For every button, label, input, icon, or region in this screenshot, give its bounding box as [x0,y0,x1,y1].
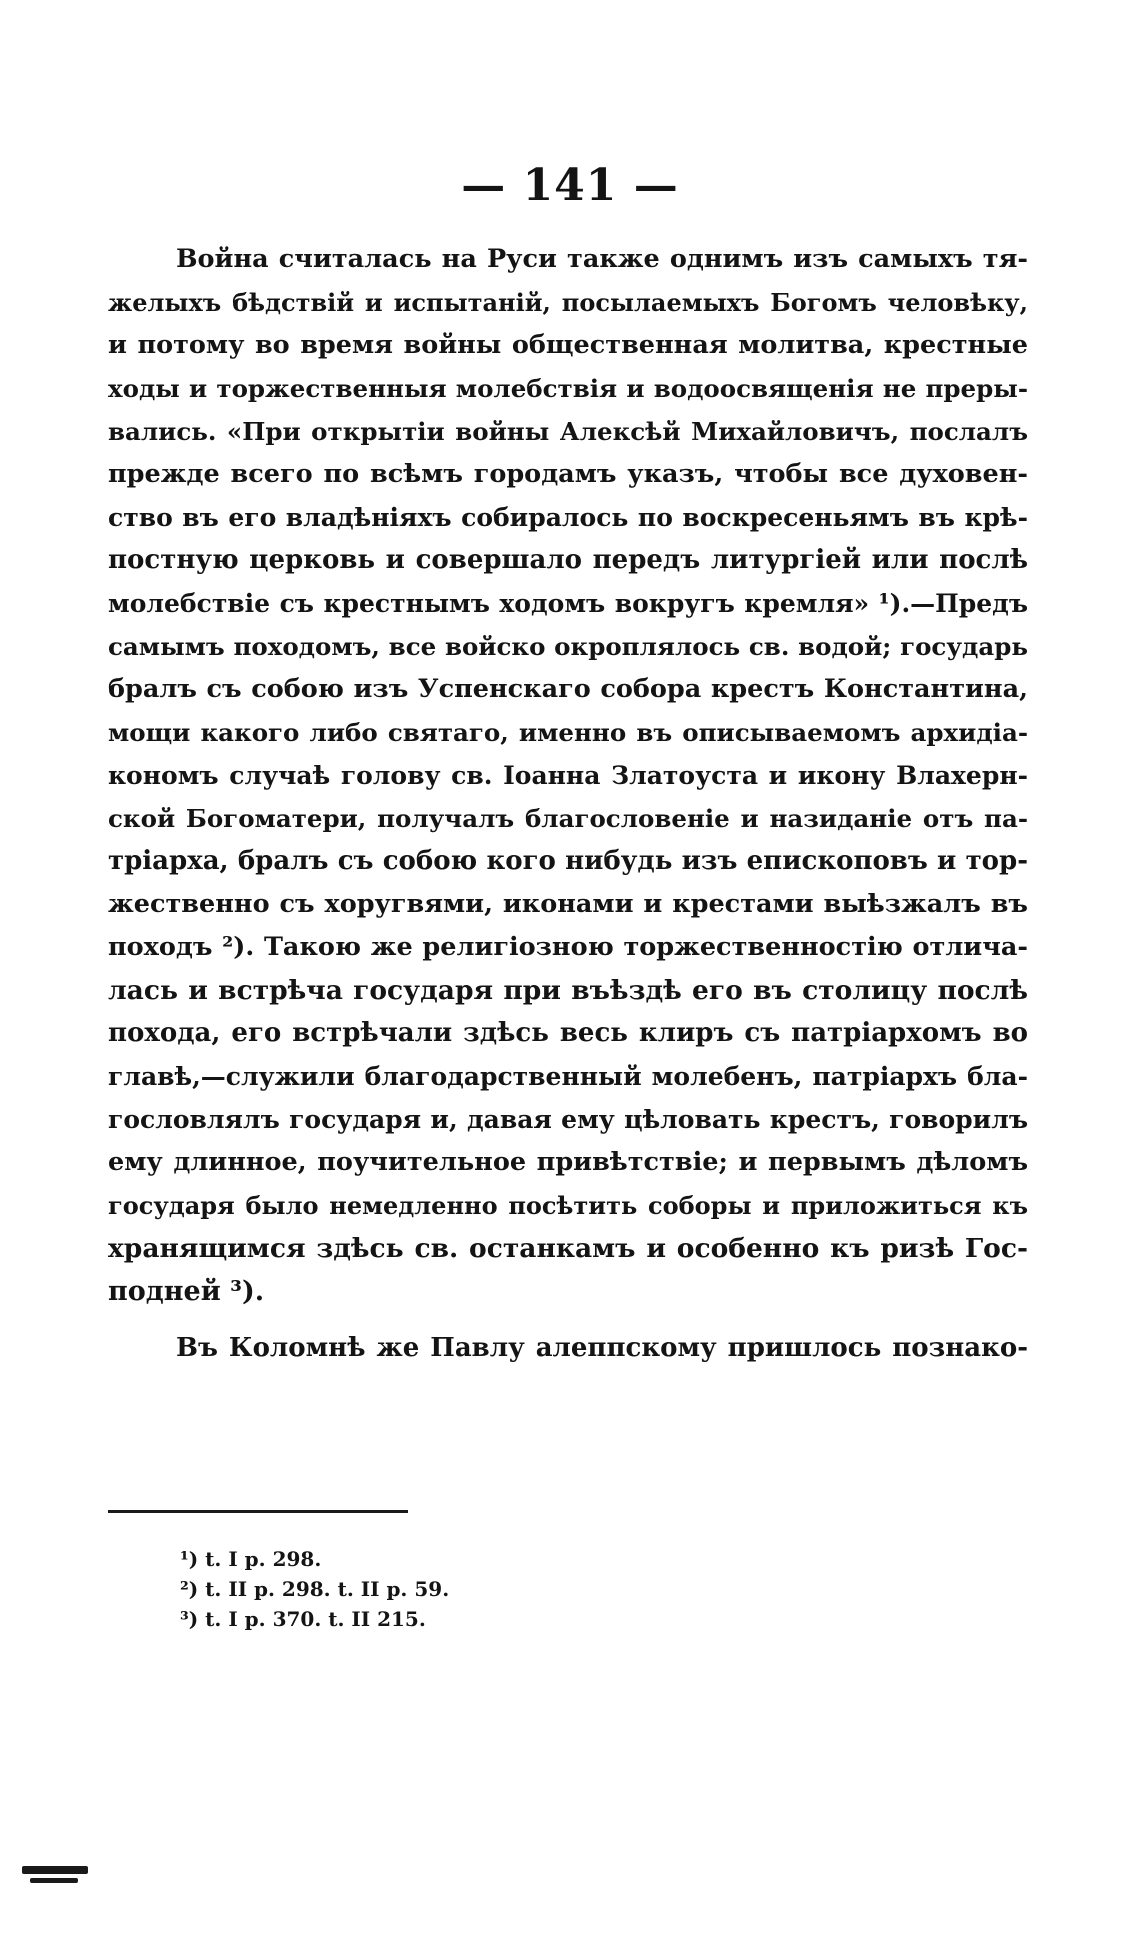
text-line: бралъ съ собою изъ Успенскаго собора крестъ Константина, [108,674,1028,704]
footnote: ¹) t. I p. 298. [180,1547,322,1571]
ink-smudge [22,1866,88,1874]
text-line: государя было немедленно посѣтить соборы и приложиться къ [108,1191,1028,1220]
text-line: Война считалась на Руси также однимъ изъ самыхъ тя- [176,244,1028,274]
text-line: тріарха, бралъ съ собою кого нибудь изъ епископовъ и тор- [108,846,1028,876]
text-line: лась и встрѣча государя при въѣздѣ его въ столицу послѣ [108,975,1028,1006]
text-line: Въ Коломнѣ же Павлу алеппскому пришлось познако- [176,1333,1028,1363]
text-line: хранящимся здѣсь св. останкамъ и особенно къ ризѣ Гос- [108,1233,1028,1264]
text-line: похода, его встрѣчали здѣсь весь клиръ съ патріархомъ во [108,1018,1028,1048]
footnotes [180,1544,880,1634]
footnote-divider [108,1510,408,1513]
body-text [108,238,1028,1370]
page-number: — 141 — [461,160,679,211]
text-line: мощи какого либо святаго, именно въ описываемомъ архидіа- [108,718,1028,747]
text-line: подней ³). [108,1276,265,1307]
text-line: походъ ²). Такою же религіозною торжественностію отлича- [108,932,1028,962]
text-line: и потому во время войны общественная молитва, крестные [108,330,1028,360]
text-line: молебствіе съ крестнымъ ходомъ вокругъ кремля» ¹).—Предъ [108,589,1028,618]
footnote: ²) t. II p. 298. t. II p. 59. [180,1577,450,1601]
text-line: главѣ,—служили благодарственный молебенъ, патріархъ бла- [108,1062,1028,1091]
text-line: кономъ случаѣ голову св. Іоанна Златоуста и икону Влахерн- [108,761,1028,790]
text-line: постную церковь и совершало передъ литургіей или послѣ [108,545,1028,575]
text-line: прежде всего по всѣмъ городамъ указъ, чтобы все духовен- [108,459,1028,489]
text-line: ство въ его владѣніяхъ собиралось по воскресеньямъ въ крѣ- [108,503,1028,532]
text-line: ходы и торжественныя молебствія и водоосвященія не преры- [108,374,1028,403]
text-line: ской Богоматери, получалъ благословеніе и назиданіе отъ па- [108,804,1028,833]
text-line: желыхъ бѣдствій и испытаній, посылаемыхъ Богомъ человѣку, [108,288,1028,317]
text-line: вались. «При открытіи войны Алексѣй Михайловичъ, послалъ [108,417,1028,446]
ink-smudge [30,1878,78,1883]
text-line: ему длинное, поучительное привѣтствіе; и первымъ дѣломъ [108,1147,1028,1177]
text-line: самымъ походомъ, все войско окроплялось св. водой; государь [108,632,1028,661]
text-line: гословлялъ государя и, давая ему цѣловать крестъ, говорилъ [108,1105,1028,1134]
footnote: ³) t. I p. 370. t. II 215. [180,1607,426,1631]
text-line: жественно съ хоругвями, иконами и крестами выѣзжалъ въ [108,889,1028,919]
